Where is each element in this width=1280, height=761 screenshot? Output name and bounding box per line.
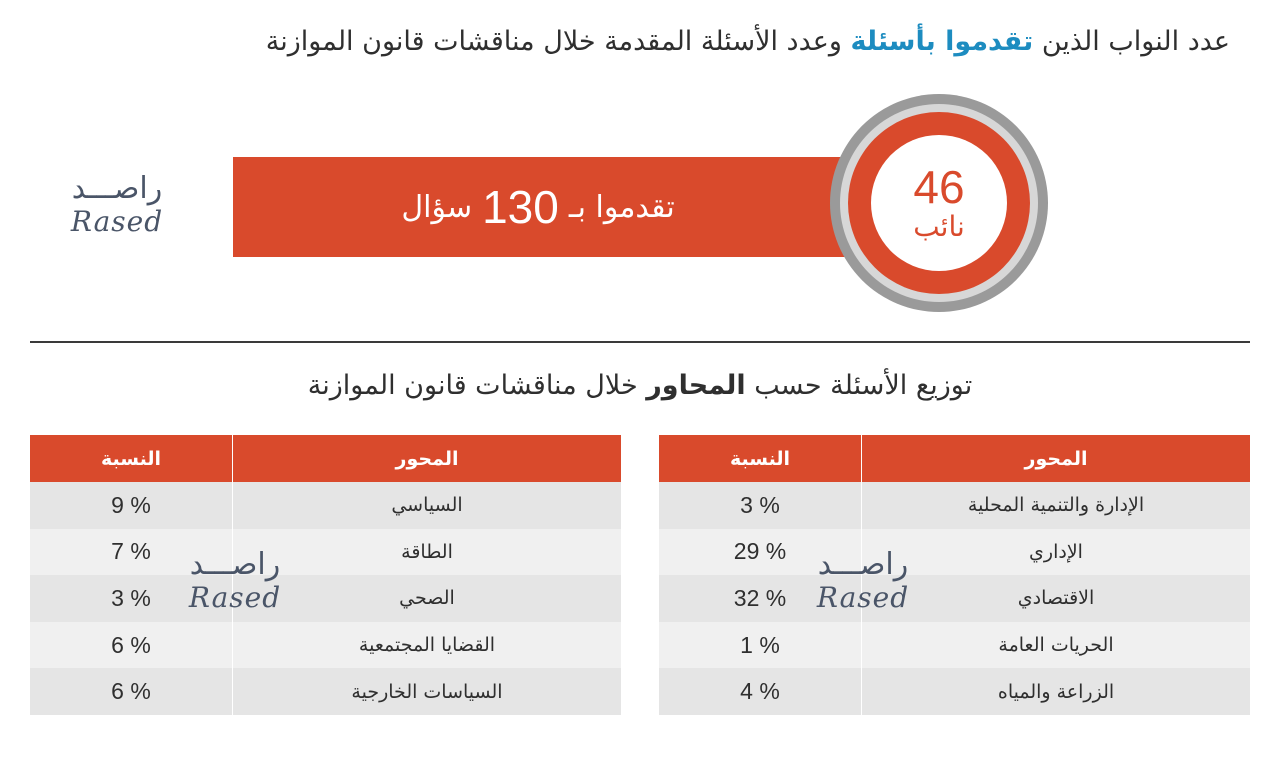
axis-table-left (30, 435, 621, 715)
table-row (659, 529, 1250, 576)
percent-cell: 3 % (659, 482, 862, 529)
header-axis: المحور (862, 435, 1251, 482)
table-row (30, 622, 621, 669)
header-percent: النسبة (659, 435, 862, 482)
axis-cell: القضايا المجتمعية (233, 622, 622, 669)
title-prefix: عدد النواب الذين (1041, 26, 1230, 57)
header-percent: النسبة (30, 435, 233, 482)
table-row (659, 575, 1250, 622)
axis-cell: السياسي (233, 482, 622, 529)
axis-cell: السياسات الخارجية (233, 668, 622, 715)
axis-cell: الإداري (862, 529, 1251, 576)
axis-cell: الحريات العامة (862, 622, 1251, 669)
table-header-row (659, 435, 1250, 482)
distribution-title-bold: المحاور (646, 370, 746, 401)
rased-watermark (62, 172, 172, 238)
axis-table-right (659, 435, 1250, 715)
watermark-latin: Rased (816, 581, 910, 614)
questions-count: 130 (482, 181, 559, 233)
section-divider (30, 341, 1250, 343)
percent-cell: 1 % (659, 622, 862, 669)
watermark-latin: Rased (70, 205, 164, 238)
watermark-latin: Rased (188, 581, 282, 614)
percent-cell: 6 % (30, 668, 233, 715)
table-row (30, 575, 621, 622)
deputies-count: 46 (913, 161, 965, 213)
distribution-title (200, 370, 1080, 401)
distribution-title-suffix: خلال مناقشات قانون الموازنة (307, 370, 638, 401)
axis-cell: الطاقة (233, 529, 622, 576)
percent-cell: 4 % (659, 668, 862, 715)
table-row (659, 482, 1250, 529)
deputies-badge (871, 135, 1007, 271)
page-title (50, 26, 1230, 57)
percent-cell: 9 % (30, 482, 233, 529)
questions-unit: سؤال (401, 189, 473, 225)
watermark-arabic: راصـــد (71, 171, 163, 206)
axis-cell: الاقتصادي (862, 575, 1251, 622)
title-suffix: وعدد الأسئلة المقدمة خلال مناقشات قانون الموازنة (265, 26, 842, 57)
header-axis: المحور (233, 435, 622, 482)
percent-cell: 32 % (659, 575, 862, 622)
distribution-title-prefix: توزيع الأسئلة حسب (754, 370, 973, 401)
percent-cell: 29 % (659, 529, 862, 576)
axis-cell: الإدارة والتنمية المحلية (862, 482, 1251, 529)
table-row (659, 668, 1250, 715)
axis-cell: الزراعة والمياه (862, 668, 1251, 715)
title-highlight: تقدموا بأسئلة (850, 26, 1034, 57)
percent-cell: 7 % (30, 529, 233, 576)
questions-summary (233, 157, 843, 257)
watermark-arabic: راصـــد (817, 547, 909, 582)
axis-cell: الصحي (233, 575, 622, 622)
table-row (30, 482, 621, 529)
percent-cell: 6 % (30, 622, 233, 669)
questions-prefix: تقدموا بـ (568, 189, 675, 225)
table-row (30, 529, 621, 576)
table-row (30, 668, 621, 715)
deputies-label: نائب (913, 210, 965, 243)
rased-watermark (808, 548, 918, 614)
percent-cell: 3 % (30, 575, 233, 622)
table-row (659, 622, 1250, 669)
rased-watermark (180, 548, 290, 614)
table-header-row (30, 435, 621, 482)
watermark-arabic: راصـــد (189, 547, 281, 582)
